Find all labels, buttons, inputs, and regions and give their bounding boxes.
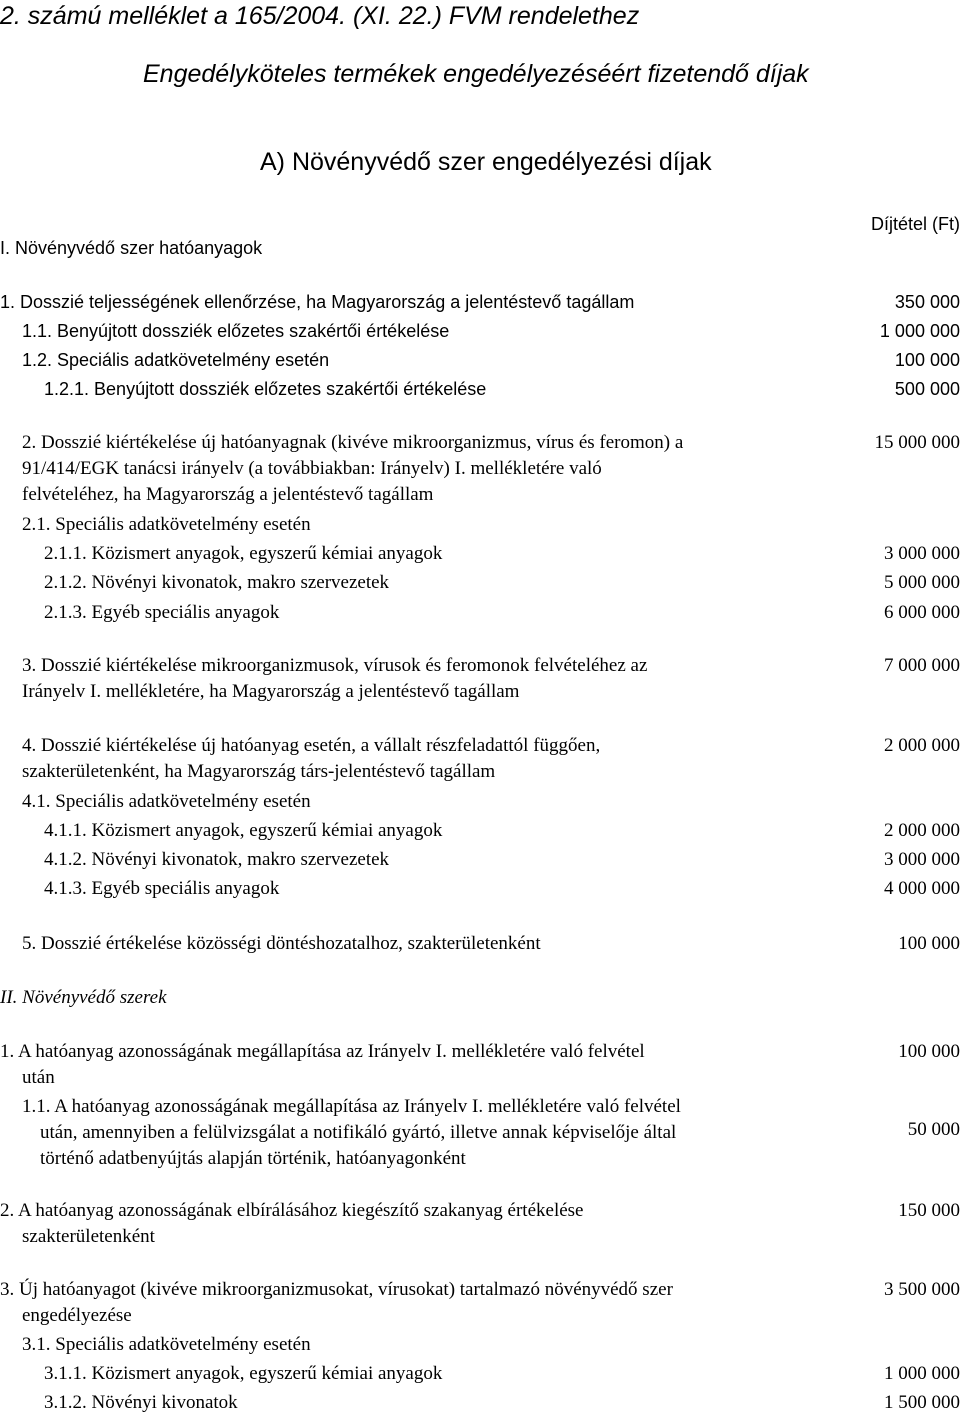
fee-row-label: 3.1.2. Növényi kivonatok	[44, 1392, 238, 1413]
fee-row-label: 4. Dosszié kiértékelése új hatóanyag esetén, a vállalt részfeladattól függően,	[22, 735, 601, 756]
fee-row-label: 2. A hatóanyag azonosságának elbírálásához kiegészítő szakanyag értékelése	[0, 1200, 584, 1221]
fee-row-amount: 50 000	[907, 1119, 960, 1140]
fee-row-label: 4.1.2. Növényi kivonatok, makro szervezetek	[44, 849, 390, 870]
fee-row-label: 2.1.3. Egyéb speciális anyagok	[44, 602, 280, 623]
fee-row-label: 2. Dosszié kiértékelése új hatóanyagnak (kivéve mikroorganizmus, vírus és feromon) a	[22, 432, 684, 453]
fee-row-label: után, amennyiben a felülvizsgálat a notifikáló gyártó, illetve annak képviselője által	[40, 1122, 677, 1143]
section-a-heading: A) Növényvédő szer engedélyezési díjak	[260, 148, 712, 176]
fee-row-amount: 7 000 000	[884, 655, 960, 676]
fee-row-amount: 100 000	[898, 1041, 960, 1062]
fee-row-label: 2.1.2. Növényi kivonatok, makro szervezetek	[44, 572, 390, 593]
fee-row-label: után	[22, 1067, 55, 1088]
fee-row-amount: 5 000 000	[884, 572, 960, 593]
fee-row-amount: 150 000	[898, 1200, 960, 1221]
fee-row-amount: 4 000 000	[884, 878, 960, 899]
document-title: Engedélyköteles termékek engedélyezéséért fizetendő díjak	[143, 60, 809, 88]
fee-row-amount: 15 000 000	[874, 432, 960, 453]
fee-row-amount: 6 000 000	[884, 602, 960, 623]
fee-row-label: 3. Dosszié kiértékelése mikroorganizmusok, vírusok és feromonok felvételéhez az	[22, 655, 648, 676]
fee-row-label: Irányelv I. mellékletére, ha Magyarország a jelentéstevő tagállam	[22, 681, 520, 702]
fee-row-label: 4.1. Speciális adatkövetelmény esetén	[22, 791, 311, 812]
fee-row-amount: 1 500 000	[884, 1392, 960, 1413]
fee-column-heading: Díjtétel (Ft)	[870, 214, 960, 234]
part2-heading: II. Növényvédő szerek	[0, 987, 167, 1008]
fee-row-label: történő adatbenyújtás alapján történik, hatóanyagonként	[40, 1148, 466, 1169]
annex-reference: 2. számú melléklet a 165/2004. (XI. 22.) FVM rendelethez	[0, 2, 640, 30]
fee-row-label: engedélyezése	[22, 1305, 132, 1326]
fee-row-label: 3.1.1. Közismert anyagok, egyszerű kémiai anyagok	[44, 1363, 443, 1384]
fee-row-amount: 3 000 000	[884, 543, 960, 564]
fee-row-label: 4.1.3. Egyéb speciális anyagok	[44, 878, 280, 899]
fee-row-label: 1.2. Speciális adatkövetelmény esetén	[22, 350, 330, 370]
fee-row-label: felvételéhez, ha Magyarország a jelentéstevő tagállam	[22, 484, 434, 505]
fee-row-amount: 1 000 000	[879, 321, 960, 341]
fee-row-label: 1.1. Benyújtott dossziék előzetes szakértői értékelése	[22, 321, 450, 341]
fee-row-amount: 3 500 000	[884, 1279, 960, 1300]
part1-heading: I. Növényvédő szer hatóanyagok	[0, 238, 263, 258]
fee-row-label: 2.1.1. Közismert anyagok, egyszerű kémiai anyagok	[44, 543, 443, 564]
fee-row-label: 3. Új hatóanyagot (kivéve mikroorganizmusokat, vírusokat) tartalmazó növényvédő szer	[0, 1279, 673, 1300]
fee-row-amount: 2 000 000	[884, 820, 960, 841]
fee-row-amount: 500 000	[894, 379, 960, 399]
fee-row-label: 91/414/EGK tanácsi irányelv (a továbbiakban: Irányelv) I. mellékletére való	[22, 458, 602, 479]
fee-row-label: 1.1. A hatóanyag azonosságának megállapítása az Irányelv I. mellékletére való felvétel	[22, 1096, 681, 1117]
fee-row-amount: 3 000 000	[884, 849, 960, 870]
fee-row-label: 3.1. Speciális adatkövetelmény esetén	[22, 1334, 311, 1355]
fee-row-label: 1. Dosszié teljességének ellenőrzése, ha Magyarország a jelentéstevő tagállam	[0, 292, 635, 312]
fee-row-label: 4.1.1. Közismert anyagok, egyszerű kémiai anyagok	[44, 820, 443, 841]
fee-row-label: 1. A hatóanyag azonosságának megállapítása az Irányelv I. mellékletére való felvétel	[0, 1041, 645, 1062]
fee-row-amount: 350 000	[894, 292, 960, 312]
fee-row-label: szakterületenként	[22, 1226, 155, 1247]
fee-row-amount: 2 000 000	[884, 735, 960, 756]
fee-row-label: szakterületenként, ha Magyarország társ-jelentéstevő tagállam	[22, 761, 496, 782]
fee-row-amount: 1 000 000	[884, 1363, 960, 1384]
fee-row-amount: 100 000	[898, 933, 960, 954]
fee-row-label: 1.2.1. Benyújtott dossziék előzetes szakértői értékelése	[44, 379, 487, 399]
fee-row-label: 5. Dosszié értékelése közösségi döntéshozatalhoz, szakterületenként	[22, 933, 541, 954]
fee-row-amount: 100 000	[894, 350, 960, 370]
fee-row-label: 2.1. Speciális adatkövetelmény esetén	[22, 514, 311, 535]
